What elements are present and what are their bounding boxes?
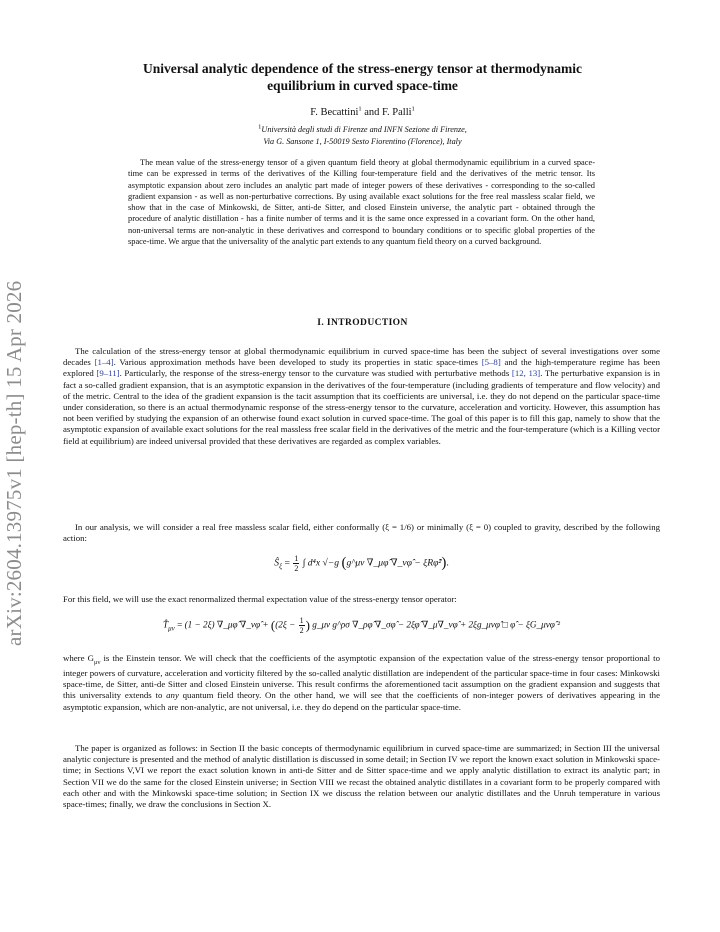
author-name: F. Palli <box>382 107 412 118</box>
tensor-term: (1 − 2ξ) ∇_μφ̂ ∇_νφ̂ + <box>184 619 269 630</box>
equation-subscript: μν <box>168 624 175 633</box>
affiliation-marker: 1 <box>258 123 262 131</box>
body-text: and the high-temperature regime has been explored <box>63 357 660 379</box>
body-text: is the Einstein tensor. We will check that the coefficients of the asymptotic expansion of the expectation value of the stress-energy tensor proportional to integer powers of curvature, acceleration and vorticity filtered by the so-called analytic distillation are independent of the particular space-time in four cases: Minkowski space-time, de Sitter, anti-de Sitter and closed Einstein universe. This result confirms the aforementioned tacit assumption on the gradient expansion and suggests that this universality extends to <box>63 653 660 701</box>
arxiv-identifier: arXiv:2604.13975v1 [hep-th] 15 Apr 2026 <box>2 280 26 646</box>
left-paren: ( <box>341 555 347 571</box>
right-paren: ) <box>441 555 447 571</box>
equation-subscript: ξ <box>279 562 283 571</box>
lagrangian-term: g^μν ∇_μφ̂ ∇_νφ̂ − ξRφ̂² <box>346 557 442 569</box>
intro-paragraph-5: The paper is organized as follows: in Section II the basic concepts of thermodynamic equilibrium in curved space-time are summarized; in Section III the universal analytic conjecture is presented and the method of analytic distillation is discussed in some detail; in Section IV we report the known exact solution in Minkowski space-time; in Sections V,VI we report the exact solution known in anti-de Sitter and de Sitter space-time and we apply analytic distillation to extract its analytic part; in Section VII we do the same for the closed Einstein universe; in Section VIII we recast the obtained analytic distillates in a covariant form to be properly compared with each other and with the Minkowski space-time solution; in Section IX we discuss the relation between our analytic distillates and the Unruh temperature in various space-times; finally, we draw the conclusions in Section X. <box>63 743 660 810</box>
stress-energy-equation <box>63 616 660 635</box>
body-text: . The perturbative expansion is in fact a so-called gradient expansion, that is an asymptotic expansion in the derivatives of the four-temperature (including gradients of temperature and flow velocity) and of the metric. Central to the idea of the gradient expansion is the tacit assumption that its coefficients are universal, i.e. they do not depend on the particular space-time under consideration, so there is an actual thermodynamic response of the stress-energy tensor to the curvature, acceleration and vorticity. However, this assumption has not been verified by studying the expansion of an otherwise found exact solution in curved space-time. The goal of this paper is to fill this gap, namely to show that the asymptotic expansion of available exact solutions for the real massless free scalar field in the derivatives of the metric and the four-temperature (which is a Killing vector field at equilibrium) are indeed universal provided that these derivatives are regarded as complex variables. <box>63 368 660 446</box>
body-text: . Particularly, the response of the stress-energy tensor to the curvature was studied with perturbative methods <box>119 368 512 379</box>
body-text: . Various approximation methods have been developed to study its properties in static space-times <box>113 357 482 368</box>
section-heading: I. INTRODUCTION <box>317 318 408 328</box>
intro-paragraph-3: For this field, we will use the exact renormalized thermal expectation value of the stress-energy tensor operator: <box>63 594 457 604</box>
paper-title <box>90 60 635 94</box>
fraction-denominator: 2 <box>294 564 299 573</box>
citation-link[interactable]: [5–8] <box>481 357 501 368</box>
intro-paragraph-1 <box>63 346 660 447</box>
left-paren: ( <box>270 617 276 633</box>
fraction-denominator: 2 <box>299 626 304 635</box>
equation-period: . <box>446 557 449 569</box>
right-paren: ) <box>305 617 310 633</box>
affiliation <box>90 124 635 147</box>
citation-link[interactable]: [1–4] <box>94 357 114 368</box>
author-conjunction: and <box>361 107 383 118</box>
author-list <box>90 107 635 118</box>
equation-lhs: Ŝ <box>274 557 280 569</box>
equals-sign: = <box>284 557 290 569</box>
equals-sign: = <box>177 619 183 630</box>
body-text: The calculation of the stress-energy tensor at global thermodynamic equilibrium in curved space-time has been the subject of several investigations over some decades <box>63 346 660 368</box>
intro-paragraph-4 <box>63 653 660 713</box>
citation-link[interactable]: [9–11] <box>96 368 120 379</box>
intro-paragraph-2: In our analysis, we will consider a real free massless scalar field, either conformally (ξ = 1/6) or minimally (ξ = 0) coupled to gravity, described by the following action: <box>63 522 660 544</box>
abstract: The mean value of the stress-energy tensor of a given quantum field theory at global thermodynamic equilibrium in a curved space-time can be expressed in terms of the derivatives of the Killing four-temperature field and the derivatives of the metric tensor. Its asymptotic expansion about zero includes an analytic part made of integer powers of these derivatives - corresponding to the so-called gradient expansion - as well as non-perturbative corrections. By using available exact solutions for the free real massless scalar field, we show that in the case of Minkowski, de Sitter, anti-de Sitter, and closed Einstein universe, the analytic part - obtained through the procedure of analytic distillation - has a finite number of terms and it is the same once expressed in a covariant form. On the other hand, non-universal terms are non-analytic in these derivatives and correspond to boundary conditions or to specific global properties of the space-time. We argue that the universality of the analytic part extends to any quantum field theory on a curved background. <box>128 158 595 247</box>
tensor-term: g_μν g^ρσ ∇_ρφ̂ ∇_σφ̂ − 2ξφ̂ ∇_μ∇_νφ̂ + 2ξg_μνφ̂ □ φ̂ − ξG_μνφ̂ ² <box>312 619 560 630</box>
title-line-2: equilibrium in curved space-time <box>267 78 458 93</box>
integral-term: ∫ d⁴x √−g <box>302 557 340 569</box>
emphasis-text: any <box>166 690 179 701</box>
affiliation-line-2: Via G. Sansone 1, I-50019 Sesto Fiorentino (Florence), Italy <box>263 136 462 146</box>
action-equation <box>63 554 660 573</box>
fraction-numerator: 1 <box>299 616 304 625</box>
equation-lhs: T̂ <box>163 619 169 630</box>
tensor-term: (2ξ − <box>275 619 296 630</box>
fraction-numerator: 1 <box>294 554 299 563</box>
author-name: F. Becattini <box>310 107 359 118</box>
affiliation-marker: 1 <box>358 105 362 113</box>
body-text: where G <box>63 653 94 663</box>
body-text: quantum field theory. On the other hand, we will see that the coefficients of non-integer powers of derivatives appearing in the asymptotic expansion, which are non-analytic, are not universal, i.e. they do depend on the particular space-time. <box>63 690 660 712</box>
fraction-half <box>293 554 299 573</box>
citation-link[interactable]: [12, 13] <box>511 368 541 379</box>
fraction-half <box>299 616 305 635</box>
affiliation-text: Università degli studi di Firenze and INFN Sezione di Firenze, <box>261 125 467 134</box>
affiliation-marker: 1 <box>411 105 415 113</box>
title-line-1: Universal analytic dependence of the stress-energy tensor at thermodynamic <box>143 61 582 76</box>
equation-subscript: μν <box>93 658 101 666</box>
affiliation-line-1 <box>90 124 635 136</box>
